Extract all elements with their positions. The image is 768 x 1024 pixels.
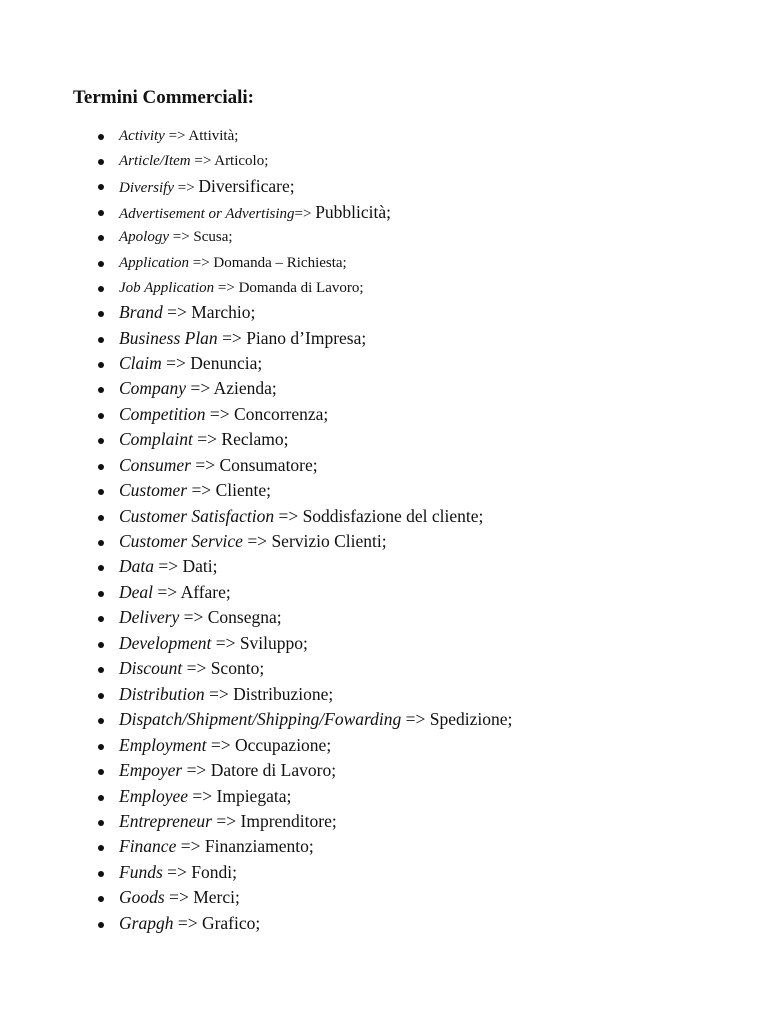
term-english: Claim: [119, 353, 162, 373]
bullet-icon: [98, 362, 104, 368]
bullet-icon: [98, 591, 104, 597]
term-separator: =>: [173, 913, 202, 933]
bullet-icon: [98, 464, 104, 470]
term-italian: Dati;: [182, 556, 218, 576]
term-text: [119, 684, 333, 704]
term-italian: Scusa;: [193, 229, 233, 245]
bullet-icon: [98, 820, 104, 826]
document-title: Termini Commerciali:: [73, 87, 254, 108]
term-separator: =>: [188, 786, 217, 806]
bullet-icon: [98, 515, 104, 521]
term-italian: Fondi;: [191, 862, 237, 882]
term-english: Deal: [119, 582, 154, 602]
term-text: [119, 531, 387, 551]
term-italian: Occupazione;: [234, 735, 332, 755]
term-italian: Datore di Lavoro;: [210, 760, 337, 780]
term-text: [119, 862, 237, 882]
term-separator: =>: [217, 328, 247, 348]
bullet-icon: [98, 871, 104, 877]
term-english: Consumer: [119, 455, 191, 475]
term-separator: =>: [186, 378, 214, 398]
term-english: Complaint: [119, 429, 193, 449]
term-english: Article/Item: [119, 153, 191, 169]
term-text: [119, 709, 512, 729]
term-italian: Denuncia;: [190, 353, 263, 373]
term-separator: =>: [294, 206, 316, 222]
term-english: Delivery: [119, 607, 180, 627]
term-english: Company: [119, 378, 187, 398]
term-text: [119, 480, 271, 500]
term-english: Application: [119, 255, 189, 271]
term-text: [119, 353, 262, 373]
bullet-icon: [98, 489, 104, 495]
term-separator: =>: [192, 429, 222, 449]
bullet-icon: [98, 922, 104, 928]
term-english: Apology: [119, 229, 169, 245]
bullet-icon: [98, 438, 104, 444]
term-english: Competition: [119, 404, 206, 424]
term-italian: Finanziamento;: [204, 836, 314, 856]
term-separator: =>: [206, 735, 235, 755]
term-text: [119, 227, 233, 247]
bullet-icon: [98, 337, 104, 343]
term-english: Customer Service: [119, 531, 243, 551]
term-italian: Concorrenza;: [234, 404, 329, 424]
term-italian: Azienda;: [213, 378, 277, 398]
term-italian: Imprenditore;: [240, 811, 337, 831]
term-italian: Attività;: [188, 128, 239, 144]
term-separator: =>: [212, 811, 241, 831]
term-english: Discount: [119, 658, 183, 678]
term-english: Job Application: [119, 280, 215, 296]
term-separator: =>: [204, 684, 234, 704]
term-text: [119, 607, 282, 627]
term-separator: =>: [161, 353, 191, 373]
term-separator: =>: [211, 633, 240, 653]
term-separator: =>: [176, 836, 205, 856]
bullet-icon: [98, 667, 104, 673]
term-text: [119, 760, 336, 780]
term-text: [119, 556, 218, 576]
term-text: [119, 633, 308, 653]
term-english: Advertisement or Advertising: [119, 206, 295, 222]
term-italian: Piano d’Impresa;: [246, 328, 367, 348]
term-separator: =>: [164, 128, 189, 144]
term-text: [119, 302, 255, 322]
term-english: Diversify: [119, 180, 174, 196]
term-separator: =>: [154, 556, 183, 576]
term-italian: Grafico;: [201, 913, 261, 933]
bullet-icon: [98, 235, 104, 241]
term-italian: Reclamo;: [221, 429, 289, 449]
term-text: [119, 253, 347, 273]
term-text: [119, 582, 231, 602]
term-text: [119, 506, 483, 526]
term-italian: Consegna;: [207, 607, 282, 627]
term-english: Goods: [119, 887, 165, 907]
term-italian: Sconto;: [210, 658, 265, 678]
term-italian: Diversificare;: [198, 176, 295, 196]
term-text: [119, 378, 277, 398]
term-italian: Marchio;: [191, 302, 256, 322]
term-italian: Domanda di Lavoro;: [238, 280, 364, 296]
term-text: [119, 278, 364, 298]
term-english: Entrepreneur: [119, 811, 212, 831]
term-separator: =>: [169, 229, 194, 245]
term-italian: Merci;: [193, 887, 240, 907]
term-italian: Cliente;: [215, 480, 271, 500]
bullet-icon: [98, 693, 104, 699]
bullet-icon: [98, 540, 104, 546]
bullet-icon: [98, 565, 104, 571]
bullet-icon: [98, 261, 104, 267]
term-italian: Servizio Clienti;: [271, 531, 387, 551]
bullet-icon: [98, 795, 104, 801]
term-english: Data: [119, 556, 154, 576]
term-italian: Consumatore;: [219, 455, 318, 475]
term-separator: =>: [189, 255, 214, 271]
bullet-icon: [98, 311, 104, 317]
bullet-icon: [98, 159, 104, 165]
term-english: Funds: [119, 862, 163, 882]
term-separator: =>: [190, 455, 220, 475]
term-text: [119, 404, 328, 424]
term-separator: =>: [179, 607, 208, 627]
term-text: [119, 811, 337, 831]
term-italian: Pubblicità;: [315, 202, 392, 222]
term-italian: Sviluppo;: [239, 633, 308, 653]
term-text: [119, 151, 268, 171]
term-separator: =>: [162, 302, 192, 322]
term-english: Distribution: [119, 684, 205, 704]
bullet-icon: [98, 210, 104, 216]
term-english: Activity: [119, 128, 165, 144]
term-separator: =>: [173, 180, 199, 196]
term-text: [119, 176, 295, 198]
term-text: [119, 429, 288, 449]
term-separator: =>: [182, 658, 211, 678]
term-english: Development: [119, 633, 212, 653]
term-text: [119, 786, 291, 806]
term-separator: =>: [274, 506, 303, 526]
bullet-icon: [98, 718, 104, 724]
term-english: Grapgh: [119, 913, 174, 933]
term-italian: Soddisfazione del cliente;: [302, 506, 484, 526]
term-italian: Affare;: [180, 582, 231, 602]
bullet-icon: [98, 744, 104, 750]
term-text: [119, 202, 391, 224]
term-italian: Articolo;: [214, 153, 269, 169]
term-english: Finance: [119, 836, 177, 856]
bullet-icon: [98, 642, 104, 648]
term-separator: =>: [401, 709, 430, 729]
term-italian: Distribuzione;: [233, 684, 334, 704]
term-italian: Domanda – Richiesta;: [213, 255, 347, 271]
term-italian: Impiegata;: [216, 786, 292, 806]
term-text: [119, 836, 314, 856]
term-text: [119, 913, 260, 933]
bullet-icon: [98, 616, 104, 622]
term-separator: =>: [162, 862, 192, 882]
term-text: [119, 658, 264, 678]
term-english: Dispatch/Shipment/Shipping/Fowarding: [119, 709, 402, 729]
term-english: Employee: [119, 786, 188, 806]
term-english: Customer Satisfaction: [119, 506, 275, 526]
term-separator: =>: [164, 887, 194, 907]
term-separator: =>: [190, 153, 215, 169]
term-english: Empoyer: [119, 760, 183, 780]
bullet-icon: [98, 184, 104, 190]
bullet-icon: [98, 896, 104, 902]
term-separator: =>: [182, 760, 211, 780]
term-text: [119, 887, 240, 907]
term-italian: Spedizione;: [429, 709, 513, 729]
bullet-icon: [98, 286, 104, 292]
term-separator: =>: [153, 582, 181, 602]
term-separator: =>: [205, 404, 235, 424]
bullet-icon: [98, 134, 104, 140]
term-english: Customer: [119, 480, 188, 500]
bullet-icon: [98, 845, 104, 851]
term-text: [119, 735, 331, 755]
term-english: Business Plan: [119, 328, 218, 348]
bullet-icon: [98, 387, 104, 393]
term-separator: =>: [214, 280, 239, 296]
term-english: Brand: [119, 302, 163, 322]
term-text: [119, 455, 318, 475]
bullet-icon: [98, 769, 104, 775]
term-text: [119, 328, 366, 348]
term-separator: =>: [187, 480, 216, 500]
term-text: [119, 126, 238, 146]
bullet-icon: [98, 413, 104, 419]
term-separator: =>: [242, 531, 272, 551]
term-english: Employment: [119, 735, 207, 755]
